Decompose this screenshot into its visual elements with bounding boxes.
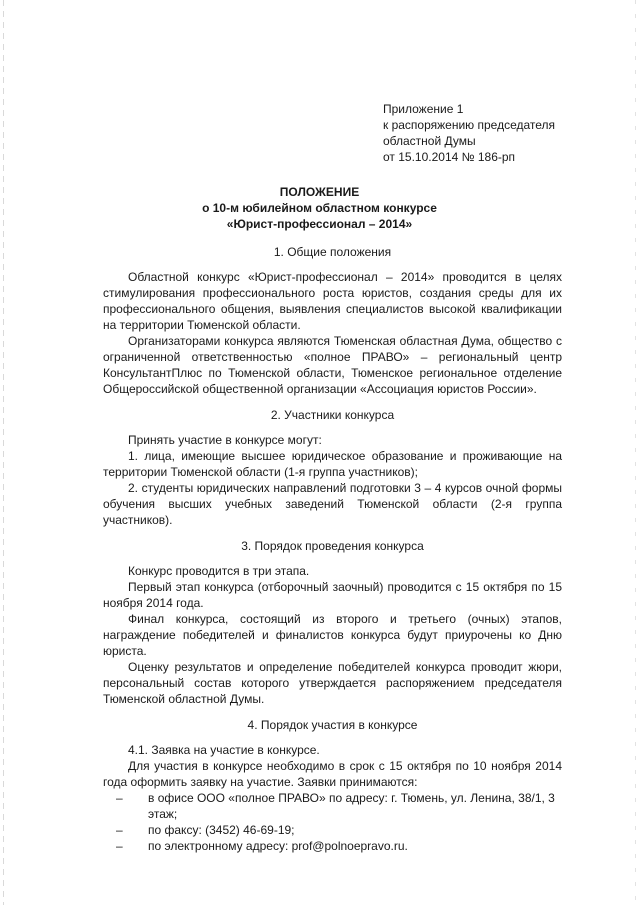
list-item-text: в офисе ООО «полное ПРАВО» по адресу: г. Тюмень, ул. Ленина, 38/1, 3 этаж; [148, 791, 555, 821]
scan-edge-right [635, 0, 636, 905]
title-line: ПОЛОЖЕНИЕ [279, 185, 360, 199]
paragraph: Оценку результатов и определение победителей конкурса проводит жюри, персональный состав которого утверждается распоряжением председателя Тюменской областной Думы. [103, 660, 562, 706]
list-item [103, 822, 562, 838]
approval-header [383, 101, 598, 165]
list-item-text: по факсу: (3452) 46-69-19; [148, 823, 295, 837]
section-title: 1. Общие положения [273, 245, 392, 259]
approval-line: от 15.10.2014 № 186-рп [383, 150, 516, 164]
approval-line: Приложение 1 [383, 102, 464, 116]
paragraph: Первый этап конкурса (отборочный заочный) проводится с 15 октября по 15 ноября 2014 года. [103, 580, 562, 610]
scan-edge-left [3, 0, 4, 905]
submission-list [103, 790, 562, 854]
approval-line: к распоряжению председателя [383, 118, 556, 132]
dash-bullet: – [116, 839, 123, 853]
approval-line: областной Думы [383, 134, 476, 148]
paragraph: 1. лица, имеющие высшее юридическое образование и проживающие на территории Тюменской области (1-я группа участников); [103, 449, 562, 479]
section-title: 4. Порядок участия в конкурсе [247, 718, 418, 732]
paragraph: Для участия в конкурсе необходимо в срок с 15 октября по 10 ноября 2014 года оформить заявку на участие. Заявки принимаются: [103, 759, 562, 789]
document-body [103, 240, 562, 854]
dash-bullet: – [116, 791, 123, 805]
list-item-text: по электронному адресу: prof@polnoepravo.ru. [148, 839, 408, 853]
dash-bullet: – [116, 823, 123, 837]
paragraph: Организаторами конкурса являются Тюменская областная Дума, общество с ограниченной ответственностью «полное ПРАВО» – региональный центр КонсультантПлюс по Тюменской области, Тюменское региональное отделение Общероссийской общественной организации «Ассоциация юристов России». [103, 334, 562, 396]
list-item [103, 838, 562, 854]
title-line: «Юрист-профессионал – 2014» [226, 217, 413, 231]
section-title: 3. Порядок проведения конкурса [241, 539, 424, 553]
paragraph: Финал конкурса, состоящий из второго и третьего (очных) этапов, награждение победителей и финалистов конкурса будут приурочены ко Дню юриста. [103, 612, 562, 658]
paragraph: Областной конкурс «Юрист-профессионал – 2014» проводится в целях стимулирования профессионального роста юристов, создания среды для их профессионального общения, выявления специалистов высокой квалификации на территории Тюменской области. [103, 270, 562, 332]
paragraph: 4.1. Заявка на участие в конкурсе. [128, 743, 320, 757]
document-title [103, 184, 536, 232]
paragraph: Принять участие в конкурсе могут: [128, 433, 322, 447]
title-line: о 10-м юбилейном областном конкурсе [202, 201, 437, 215]
section-title: 2. Участники конкурса [270, 408, 395, 422]
paragraph: 2. студенты юридических направлений подготовки 3 – 4 курсов очной формы обучения высших учебных заведений Тюменской области (2-я группа участников). [103, 481, 562, 527]
list-item [103, 790, 562, 822]
paragraph: Конкурс проводится в три этапа. [128, 564, 310, 578]
